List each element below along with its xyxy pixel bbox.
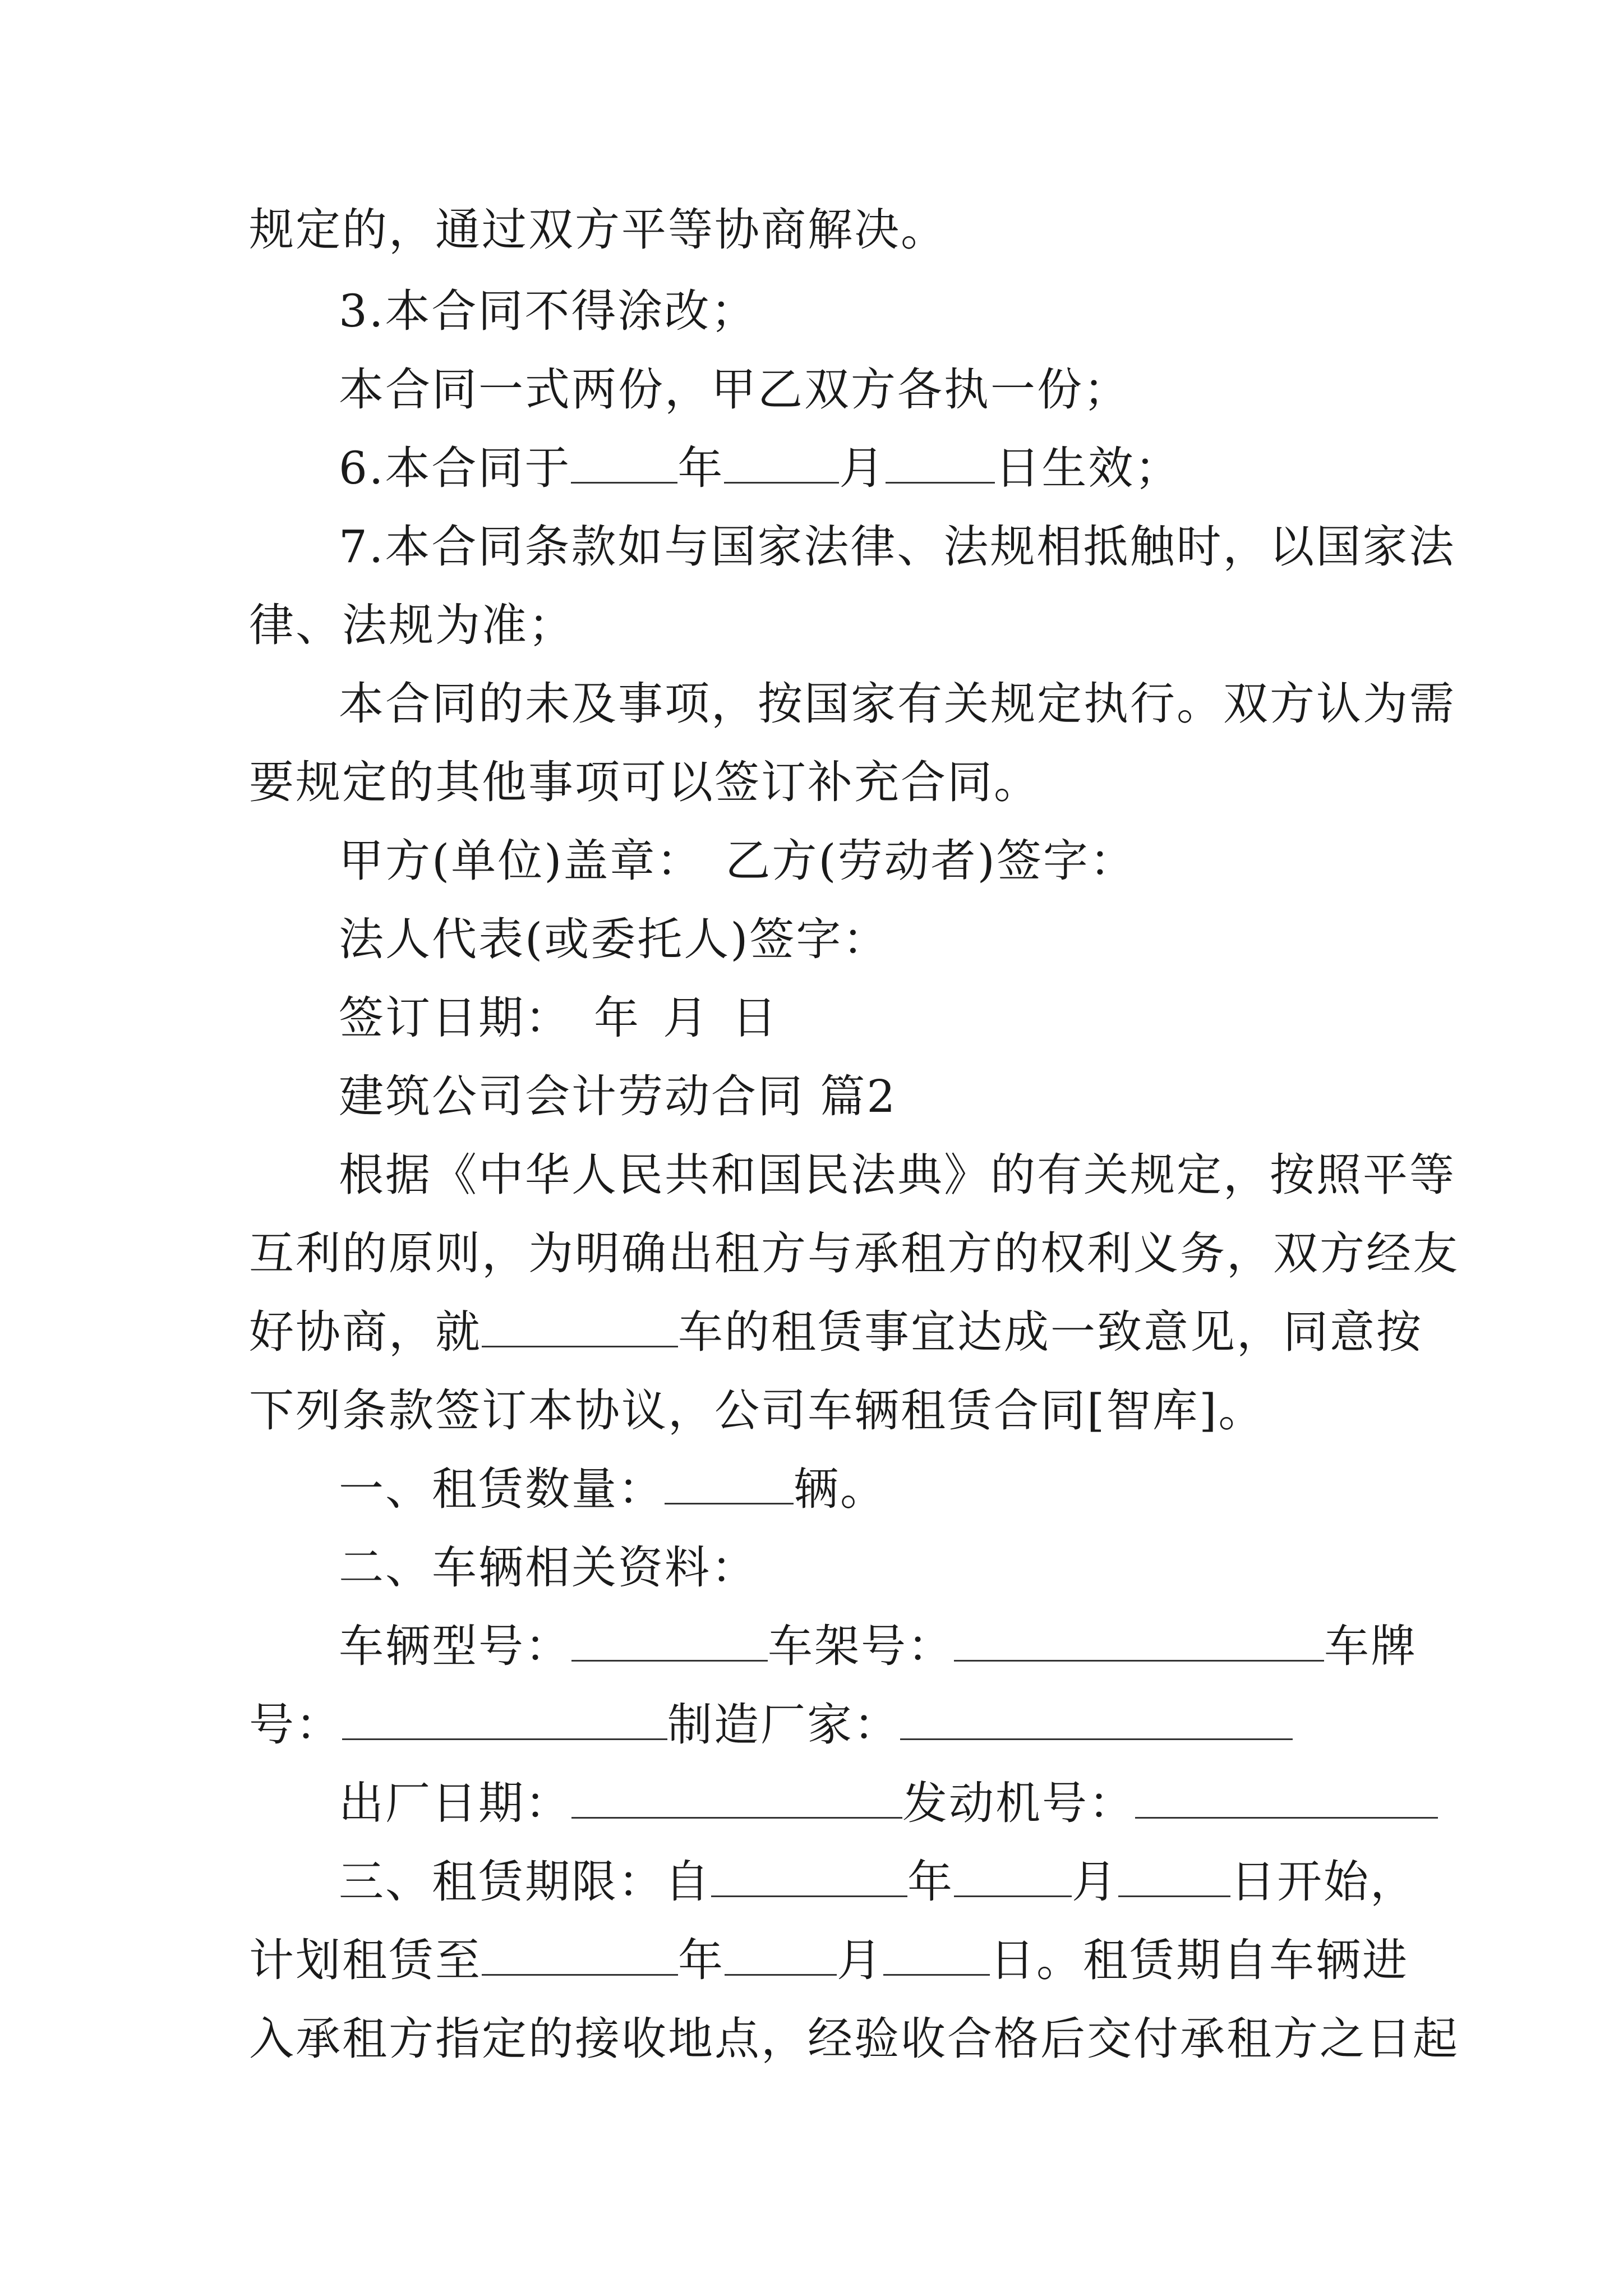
blank-field[interactable] — [571, 445, 677, 484]
text: 三、租赁期限：自 — [339, 1856, 711, 1908]
text: 本合同一式两份，甲乙双方各执一份； — [339, 364, 1130, 416]
text: 月 — [837, 1934, 883, 1986]
text: 日 — [732, 992, 778, 1044]
text: 出厂日期： — [339, 1777, 571, 1829]
text: 一、租赁数量： — [339, 1463, 665, 1515]
vehicle-info-heading — [339, 1540, 1393, 1596]
lease-term-line-1 — [339, 1854, 1417, 1910]
heading-text: 建筑公司会计劳动合同 篇2 — [339, 1070, 897, 1122]
blank-field[interactable] — [1135, 1780, 1438, 1819]
text: 年 — [594, 992, 640, 1044]
lease-term-line-2 — [249, 1932, 1409, 1989]
text: 发动机号： — [902, 1777, 1135, 1829]
paragraph-line — [249, 202, 1393, 258]
blank-field[interactable] — [342, 1701, 667, 1740]
text: 二、车辆相关资料： — [339, 1542, 758, 1594]
blank-field[interactable] — [725, 1937, 837, 1976]
blank-field[interactable] — [954, 1623, 1324, 1662]
vehicle-info-line-1 — [339, 1618, 1417, 1674]
text: 律、法规为准； — [249, 599, 575, 651]
signature-parties — [339, 833, 1393, 889]
text: 年 — [678, 1934, 725, 1986]
blank-field[interactable] — [571, 1780, 902, 1819]
text: 法人代表(或委托人)签字： — [339, 913, 889, 965]
text: 日。租赁期自车辆进 — [990, 1934, 1409, 1986]
supplement-line-1 — [339, 676, 1456, 732]
text: 车的租赁事宜达成一致意见，同意按 — [678, 1306, 1423, 1358]
text: 规定的，通过双方平等协商解决。 — [249, 204, 947, 256]
vehicle-info-line-3 — [339, 1775, 1393, 1832]
signature-date — [339, 990, 1393, 1046]
intro-line-2 — [249, 1226, 1459, 1282]
text: 年 — [677, 442, 725, 494]
text: 3.本合同不得涂改； — [339, 285, 758, 337]
blank-field[interactable] — [571, 1623, 768, 1662]
blank-field[interactable] — [883, 1937, 990, 1976]
text: 车辆型号： — [339, 1620, 571, 1672]
clause-copies — [339, 362, 1393, 418]
text: 制造厂家： — [667, 1699, 900, 1751]
text: 7.本合同条款如与国家法律、法规相抵触时，以国家法 — [339, 521, 1456, 573]
text: 辆。 — [794, 1463, 887, 1515]
text: 下列条款签订本协议，公司车辆租赁合同[智库]。 — [249, 1384, 1265, 1437]
intro-line-1 — [339, 1147, 1456, 1203]
vehicle-info-line-2 — [249, 1697, 1393, 1753]
text: 根据《中华人民共和国民法典》的有关规定，按照平等 — [339, 1149, 1456, 1201]
party-b-signature-label: 乙方(劳动者)签字： — [725, 835, 1136, 887]
blank-field[interactable] — [900, 1701, 1293, 1740]
text: 月 — [839, 442, 886, 494]
clause-6-effective-date — [339, 440, 1393, 496]
text: 月 — [1072, 1856, 1118, 1908]
text: 年 — [907, 1856, 954, 1908]
text: 签订日期： — [339, 992, 571, 1044]
blank-field[interactable] — [1118, 1858, 1230, 1897]
intro-line-3 — [249, 1304, 1423, 1360]
blank-field[interactable] — [711, 1858, 907, 1897]
section-heading — [339, 1069, 1393, 1125]
lease-quantity — [339, 1461, 1393, 1517]
text: 互利的原则，为明确出租方与承租方的权利义务，双方经友 — [249, 1227, 1459, 1280]
text: 月 — [663, 992, 709, 1044]
text: 车架号： — [768, 1620, 954, 1672]
clause-7-line-1 — [339, 519, 1456, 575]
text: 好协商，就 — [249, 1306, 482, 1358]
clause-7-line-2 — [249, 597, 1393, 654]
text: 6.本合同于 — [339, 442, 571, 494]
blank-field[interactable] — [665, 1466, 794, 1504]
text: 日开始， — [1230, 1856, 1417, 1908]
text: 要规定的其他事项可以签订补充合同。 — [249, 756, 1040, 808]
text: 计划租赁至 — [249, 1934, 482, 1986]
blank-field[interactable] — [724, 445, 839, 484]
text: 车牌 — [1324, 1620, 1417, 1672]
lease-term-line-3 — [249, 2011, 1459, 2067]
text: 号： — [249, 1699, 342, 1751]
blank-field[interactable] — [886, 445, 995, 484]
text: 本合同的未及事项，按国家有关规定执行。双方认为需 — [339, 678, 1456, 730]
text: 日生效； — [995, 442, 1182, 494]
intro-line-4 — [249, 1383, 1393, 1439]
clause-3 — [339, 283, 1393, 339]
blank-field[interactable] — [482, 1937, 678, 1976]
blank-field[interactable] — [482, 1309, 678, 1347]
text: 入承租方指定的接收地点，经验收合格后交付承租方之日起 — [249, 2013, 1459, 2065]
party-a-seal-label: 甲方(单位)盖章： — [339, 835, 703, 887]
signature-representative — [339, 912, 1393, 968]
blank-field[interactable] — [954, 1858, 1072, 1897]
supplement-line-2 — [249, 754, 1393, 811]
